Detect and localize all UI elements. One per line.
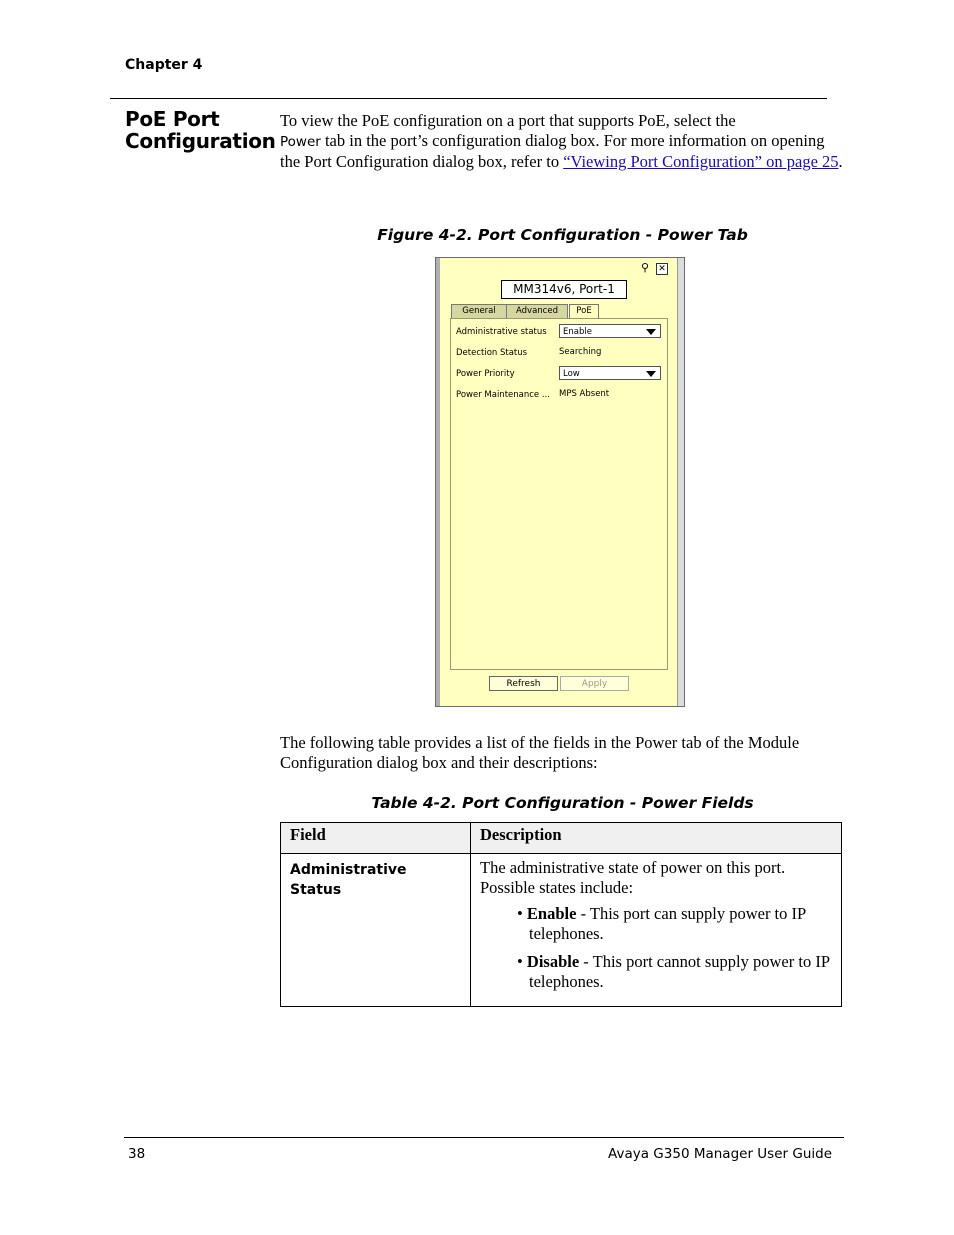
viewing-port-config-link[interactable]: “Viewing Port Configuration” on page 25: [563, 152, 839, 171]
list-item: • Disable - This port cannot supply power to IP telephones.: [517, 952, 830, 991]
dialog-scrollbar[interactable]: [677, 258, 684, 706]
detection-status-value: Searching: [559, 347, 602, 357]
admin-status-combo[interactable]: Enable: [559, 324, 661, 338]
chevron-down-icon: [646, 371, 656, 377]
port-config-dialog: [435, 257, 685, 707]
header-rule: [110, 98, 827, 99]
power-maintenance-value: MPS Absent: [559, 389, 610, 399]
table-header-row: [281, 823, 842, 854]
intro-power-word: Power: [280, 134, 321, 150]
tab-advanced[interactable]: Advanced: [506, 304, 568, 318]
dialog-left-border: [436, 258, 440, 706]
admin-status-label: Administrative status: [456, 327, 547, 337]
header-field: Field: [281, 823, 471, 854]
list-item: • Enable - This port can supply power to IP telephones.: [517, 904, 806, 943]
chapter-label: Chapter 4: [125, 57, 203, 73]
states-list: [480, 904, 832, 992]
chevron-down-icon: [646, 329, 656, 335]
field-cell: Administrative Status: [281, 854, 471, 1007]
intro-text-1: To view the PoE configuration on a port that supports PoE, select the: [280, 111, 736, 130]
table-row: [281, 854, 842, 1007]
refresh-button[interactable]: Refresh: [489, 676, 558, 691]
table-caption: Table 4-2. Port Configuration - Power Fields: [371, 794, 754, 812]
pin-icon[interactable]: ⚲: [640, 261, 650, 274]
header-description: Description: [471, 823, 842, 854]
power-priority-combo[interactable]: Low: [559, 366, 661, 380]
section-title: [125, 108, 276, 152]
intro-text-2: tab in the port’s configuration dialog box. For more information on opening the Port Configuration dialog box, refer to: [280, 131, 825, 171]
detection-status-label: Detection Status: [456, 348, 528, 358]
port-selector[interactable]: MM314v6, Port-1: [501, 280, 627, 299]
footer-doc-title: Avaya G350 Manager User Guide: [608, 1146, 832, 1162]
table-intro-paragraph: The following table provides a list of the fields in the Power tab of the Module Configuration dialog box and their descriptions:: [280, 733, 800, 772]
page-number: 38: [128, 1146, 146, 1162]
description-text: The administrative state of power on this port. Possible states include:: [480, 858, 786, 897]
description-cell: [471, 854, 842, 1007]
intro-text-3: .: [838, 152, 843, 171]
apply-button[interactable]: Apply: [560, 676, 629, 691]
tab-poe[interactable]: PoE: [569, 304, 599, 319]
footer-rule: [124, 1137, 844, 1138]
figure-caption: Figure 4-2. Port Configuration - Power Tab: [377, 226, 748, 244]
intro-paragraph: [280, 111, 845, 172]
power-maintenance-label: Power Maintenance ...: [456, 390, 550, 400]
power-priority-label: Power Priority: [456, 369, 515, 379]
section-title-line1: PoE Port: [125, 107, 220, 131]
poe-panel: [450, 318, 668, 670]
tab-general[interactable]: General: [451, 304, 507, 318]
close-icon[interactable]: ✕: [656, 263, 668, 275]
section-title-line2: Configuration: [125, 129, 276, 153]
power-fields-table: [280, 822, 842, 1007]
